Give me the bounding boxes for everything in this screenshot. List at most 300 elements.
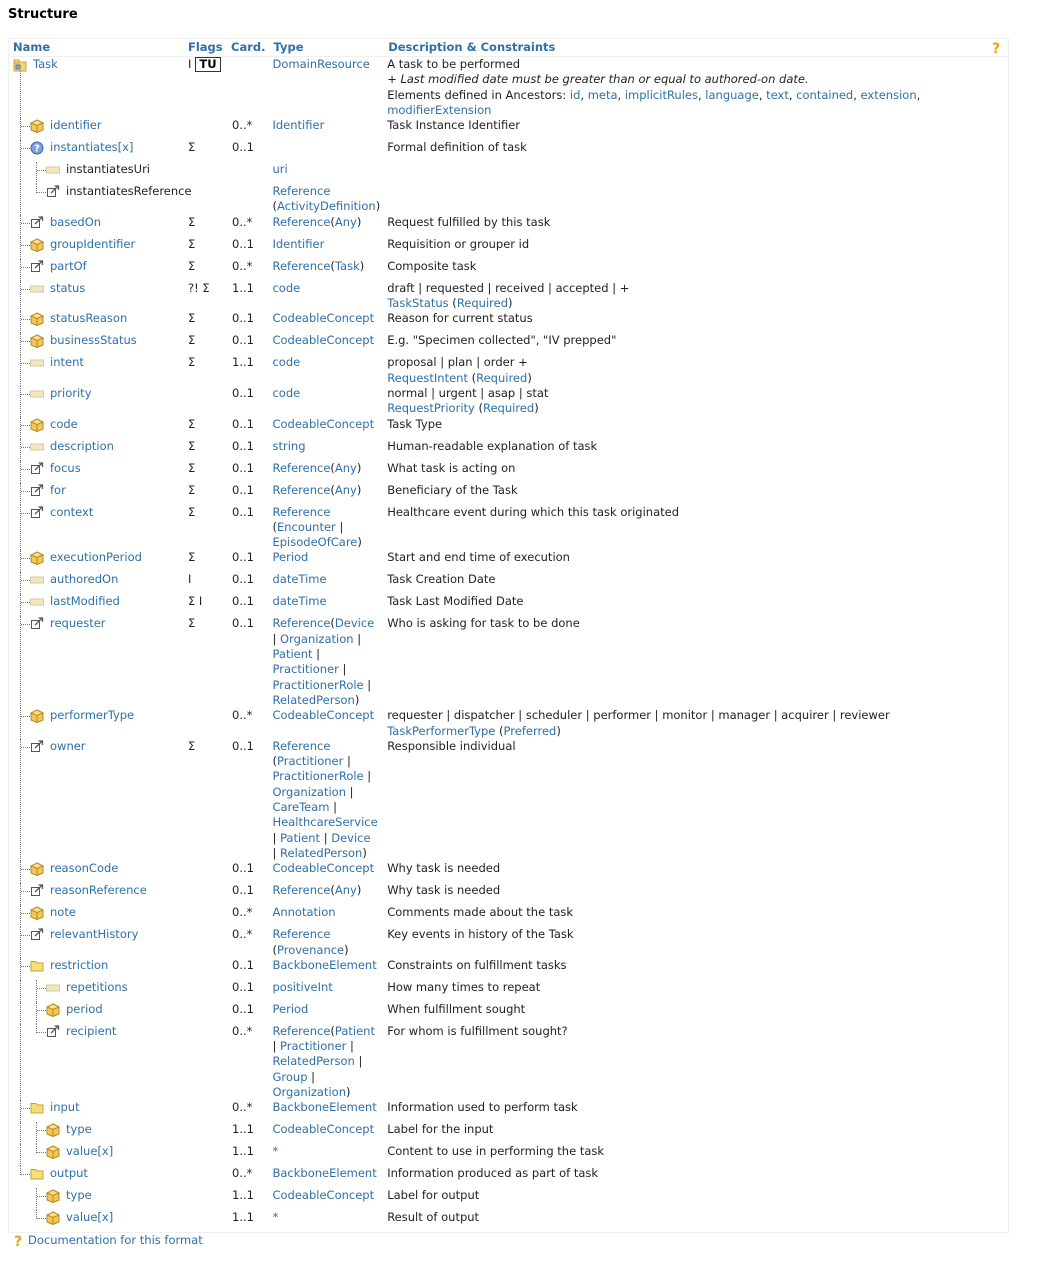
table-row [9,439,1009,461]
element-name[interactable]: output [50,1166,88,1181]
element-name-cell [9,355,185,386]
type-link[interactable]: Reference [272,1023,331,1038]
help-icon [12,1234,24,1248]
type-link[interactable]: ActivityDefinition [276,199,376,214]
type-link[interactable]: Patient [272,647,313,662]
table-row [9,483,1009,505]
ancestor-link-modifierextension[interactable]: modifierExtension [387,102,492,117]
type-text: ) [356,460,362,475]
type-link[interactable]: PractitionerRole [272,769,364,784]
type-link[interactable]: CareTeam [272,800,330,815]
ancestor-link-implicitrules[interactable]: implicitRules [624,87,698,102]
root-desc [384,57,1008,119]
type-link[interactable]: BackboneElement [272,1100,377,1115]
element-description [384,118,1008,140]
element-flags [184,883,227,905]
type-link[interactable]: * [272,1210,279,1225]
element-name[interactable]: intent [50,355,84,370]
element-cardinality [227,162,269,184]
type-link[interactable]: Organization [272,784,347,799]
element-cardinality: 0..* [232,1100,253,1115]
type-link[interactable]: Reference [272,214,331,229]
element-name[interactable]: repetitions [66,979,128,994]
type-link[interactable]: dateTime [272,594,327,609]
primitive-icon [46,981,60,995]
element-description [384,386,1008,417]
element-description [384,259,1008,281]
reference-icon [30,216,44,230]
type-link[interactable]: Practitioner [272,662,339,677]
element-name-cell [9,1210,185,1233]
description-text: Comments made about the task [387,905,574,920]
element-name[interactable]: context [50,504,94,519]
description-text: ( [495,723,504,738]
element-name[interactable]: restriction [50,957,109,972]
help-icon[interactable] [990,41,1002,55]
element-flags: Σ [188,258,196,273]
element-type [269,1188,384,1210]
primitive-icon [30,387,44,401]
element-name-cell [9,281,185,312]
type-link[interactable]: BackboneElement [272,1166,377,1181]
element-flags: Σ [188,140,196,155]
element-type [269,861,384,883]
element-name-cell [9,417,185,439]
type-link[interactable]: Reference [272,482,331,497]
description-text: How many times to repeat [387,979,541,994]
reference-icon [30,617,44,631]
separator-text: , [617,87,625,102]
element-cardinality: 0..1 [232,883,254,898]
element-flags: Σ [188,311,196,326]
element-type [269,739,384,861]
table-row [9,1188,1009,1210]
element-name[interactable]: identifier [50,118,102,133]
type-link[interactable]: Any [334,460,357,475]
element-description [384,1002,1008,1024]
element-type [269,616,384,708]
element-name[interactable]: requester [50,616,106,631]
table-row [9,140,1009,162]
type-text: | [363,769,372,784]
type-link[interactable]: Identifier [272,236,325,251]
element-name-cell [9,505,185,551]
element-flags: Σ [188,460,196,475]
description-text: Why task is needed [387,861,501,876]
type-link[interactable]: * [272,1144,279,1159]
reference-icon [30,928,44,942]
element-name[interactable]: value[x] [66,1144,114,1159]
element-name[interactable]: relevantHistory [50,927,139,942]
reference-icon [30,740,44,754]
description-text: When fulfillment sought [387,1001,526,1016]
element-flags [184,708,227,739]
type-link[interactable]: PractitionerRole [272,677,364,692]
element-name[interactable]: basedOn [50,214,102,229]
description-link[interactable]: Preferred [503,723,557,738]
element-name[interactable]: groupIdentifier [50,236,136,251]
datatype-icon [30,312,44,326]
datatype-icon [30,906,44,920]
type-text: | [346,784,354,799]
element-name-cell [9,616,185,708]
type-link[interactable]: Device [334,616,375,631]
description-text: What task is acting on [387,460,516,475]
element-flags: Σ [188,438,196,453]
reference-icon [30,260,44,274]
type-link[interactable]: Annotation [272,905,336,920]
type-link[interactable]: Any [334,214,357,229]
type-link[interactable]: Reference [272,616,331,631]
type-link[interactable]: HealthcareService [272,815,378,830]
element-name-cell [9,883,185,905]
description-text: Key events in history of the Task [387,927,574,942]
element-type [269,980,384,1002]
element-name-cell [9,140,185,162]
type-link[interactable]: Identifier [272,118,325,133]
type-text: | [338,662,347,677]
element-name-cell [9,333,185,355]
element-cardinality: 0..* [232,118,253,133]
type-link[interactable]: Provenance [276,942,345,957]
type-link[interactable]: Reference [272,927,331,942]
element-flags: I [188,572,192,587]
root-name-link[interactable]: Task [33,57,58,71]
element-flags [184,927,227,958]
type-link[interactable]: Group [272,1069,308,1084]
type-link[interactable]: Period [272,1001,309,1016]
element-flags: Σ [188,333,196,348]
element-description [384,140,1008,162]
table-row [9,1122,1009,1144]
element-name[interactable]: reasonCode [50,861,119,876]
element-name[interactable]: businessStatus [50,333,137,348]
type-link[interactable]: Patient [334,1023,375,1038]
column-header-name: Name [9,39,185,57]
element-description [384,311,1008,333]
element-name[interactable]: owner [50,738,86,753]
element-name[interactable]: input [50,1100,80,1115]
table-row [9,958,1009,980]
datatype-icon [30,238,44,252]
element-name-cell [9,162,185,184]
element-flags [184,861,227,883]
root-invariant-text: + Last modified date must be greater than or equal to authored-on date. [387,72,809,87]
type-link[interactable]: Practitioner [280,1039,347,1054]
type-link[interactable]: CodeableConcept [272,708,375,723]
element-cardinality: 0..1 [232,550,254,565]
element-icon [30,1167,44,1181]
element-name-cell [9,215,185,237]
type-text: | [272,1039,281,1054]
type-link[interactable]: CodeableConcept [272,333,375,348]
type-link[interactable]: positiveInt [272,979,333,994]
table-row [9,237,1009,259]
separator-text: , [697,87,706,102]
type-link[interactable]: Organization [280,631,354,646]
type-link[interactable]: Reference [272,258,331,273]
type-link[interactable]: Task [334,258,360,273]
table-row [9,594,1009,616]
element-name[interactable]: for [50,482,66,497]
element-flags [184,1122,227,1144]
type-link[interactable]: Reference [272,738,331,753]
element-cardinality: 0..1 [232,594,254,609]
primitive-icon [30,573,44,587]
ancestor-link-extension[interactable]: extension [860,87,917,102]
description-link[interactable]: TaskPerformerType [387,723,496,738]
element-flags: Σ I [188,594,203,609]
element-name[interactable]: type [66,1188,92,1203]
table-row [9,927,1009,958]
type-link[interactable]: BackboneElement [272,957,377,972]
element-flags [184,162,227,184]
element-cardinality: 1..1 [232,1144,254,1159]
element-type [269,550,384,572]
table-row [9,550,1009,572]
element-name[interactable]: authoredOn [50,572,119,587]
datatype-icon [46,1211,60,1225]
primitive-icon [30,595,44,609]
element-name[interactable]: description [50,438,114,453]
ancestor-link-contained[interactable]: contained [796,87,854,102]
ancestor-link-id[interactable]: id [569,87,581,102]
description-link[interactable]: Required [456,296,508,311]
element-type [269,140,384,162]
type-link[interactable]: code [272,385,301,400]
description-text: Information used to perform task [387,1100,578,1115]
datatype-icon [46,1003,60,1017]
type-link[interactable]: Organization [272,1084,347,1099]
table-row [9,1100,1009,1122]
root-type [269,57,384,119]
table-row [9,1166,1009,1188]
element-cardinality: 0..1 [232,236,254,251]
element-cardinality: 0..* [232,1023,253,1038]
description-text: Healthcare event during which this task originated [387,504,680,519]
element-name[interactable]: priority [50,385,92,400]
reference-icon [46,1025,60,1039]
type-text: | [320,830,332,845]
ancestor-link-language[interactable]: language [705,87,759,102]
element-description [384,505,1008,551]
element-flags: Σ [188,236,196,251]
description-link[interactable]: TaskStatus [387,296,449,311]
root-name-cell [9,57,185,119]
element-name[interactable]: performerType [50,708,135,723]
element-name[interactable]: recipient [66,1023,117,1038]
element-description [384,162,1008,184]
description-text: ) [534,401,539,416]
description-text: Request fulfilled by this task [387,214,551,229]
type-link[interactable]: Practitioner [276,754,344,769]
element-description [384,1100,1008,1122]
element-name-cell [9,1188,185,1210]
description-link[interactable]: RequestIntent [387,370,468,385]
table-row [9,386,1009,417]
element-name[interactable]: note [50,905,76,920]
element-name: instantiatesUri [66,162,150,177]
type-link[interactable]: Patient [280,830,321,845]
type-text: ) [357,535,362,550]
element-description [384,439,1008,461]
type-text: | [329,800,338,815]
type-link[interactable]: EpisodeOfCare [272,535,358,550]
description-text: ) [556,723,561,738]
element-name[interactable]: type [66,1122,92,1137]
type-link[interactable]: Encounter [276,519,336,534]
table-row [9,739,1009,861]
element-name-cell [9,1144,185,1166]
element-name[interactable]: statusReason [50,311,128,326]
datatype-icon [30,119,44,133]
element-cardinality: 1..1 [232,1188,254,1203]
element-name-cell [9,958,185,980]
table-row [9,572,1009,594]
table-row [9,259,1009,281]
type-link[interactable]: RelatedPerson [280,845,363,860]
type-link[interactable]: code [272,355,301,370]
type-link[interactable]: CodeableConcept [272,1188,375,1203]
description-text: E.g. "Specimen collected", "IV prepped" [387,333,617,348]
description-text: ) [508,296,513,311]
type-link[interactable]: Device [331,830,371,845]
element-name-cell [9,1024,185,1100]
separator-text: , [916,87,921,102]
description-text: Task Instance Identifier [387,118,521,133]
element-cardinality: 0..1 [232,385,254,400]
type-link[interactable]: CodeableConcept [272,416,375,431]
element-flags [184,1188,227,1210]
description-text: normal | urgent | asap | stat [387,385,549,400]
element-type [269,118,384,140]
element-type [269,958,384,980]
element-cardinality: 0..1 [232,1001,254,1016]
svg-text:?: ? [34,143,40,155]
element-name[interactable]: instantiates[x] [50,140,134,155]
type-link[interactable]: Any [334,883,357,898]
root-flags [184,57,227,119]
table-row [9,1002,1009,1024]
element-name[interactable]: executionPeriod [50,550,142,565]
structure-table [8,38,1009,1233]
column-header-desc [384,39,1008,57]
description-text: Task Type [387,416,443,431]
description-text: Responsible individual [387,738,516,753]
element-cardinality: 0..* [232,214,253,229]
description-text: Start and end time of execution [387,550,570,565]
ancestor-link-text[interactable]: text [766,87,789,102]
documentation-link[interactable]: Documentation for this format [28,1233,203,1247]
type-link[interactable]: CodeableConcept [272,1122,375,1137]
element-type [269,311,384,333]
element-name[interactable]: reasonReference [50,883,147,898]
separator-text: , [853,87,861,102]
type-text: | [272,830,281,845]
description-text: Label for output [387,1188,480,1203]
element-name[interactable]: partOf [50,258,87,273]
description-text: Task Creation Date [387,572,496,587]
type-link[interactable]: Any [334,482,357,497]
element-name[interactable]: focus [50,460,81,475]
reference-icon [30,884,44,898]
table-row [9,616,1009,708]
table-row [9,905,1009,927]
type-link[interactable]: uri [272,162,288,177]
element-cardinality [227,184,269,215]
type-link[interactable]: dateTime [272,572,327,587]
type-link[interactable]: Reference [272,504,331,519]
type-link[interactable]: Reference [272,184,331,199]
element-name-cell [9,861,185,883]
element-cardinality: 0..* [232,1166,253,1181]
description-link[interactable]: Required [476,370,528,385]
type-link[interactable]: Reference [272,460,331,475]
table-row [9,215,1009,237]
element-description [384,739,1008,861]
description-text: Reason for current status [387,311,533,326]
reference-icon [30,484,44,498]
type-text: ) [362,845,367,860]
type-link[interactable]: string [272,438,306,453]
element-type [269,439,384,461]
type-link[interactable]: CodeableConcept [272,861,375,876]
element-cardinality: 1..1 [232,355,254,370]
element-flags [184,1166,227,1188]
element-cardinality: 0..* [232,258,253,273]
element-name-cell [9,1002,185,1024]
element-type [269,594,384,616]
element-name-cell [9,927,185,958]
ancestor-link-meta[interactable]: meta [587,87,618,102]
element-name-cell [9,118,185,140]
description-link[interactable]: RequestPriority [387,401,475,416]
element-flags [184,386,227,417]
element-type [269,461,384,483]
element-type [269,1024,384,1100]
element-name[interactable]: code [50,416,78,431]
element-name[interactable]: value[x] [66,1210,114,1225]
element-name-cell [9,439,185,461]
svg-text:?: ? [13,1233,23,1248]
table-row [9,1024,1009,1100]
root-flag-invariant: I [188,57,192,71]
description-text: For whom is fulfillment sought? [387,1023,568,1038]
description-link[interactable]: Required [483,401,535,416]
type-link[interactable]: Reference [272,883,331,898]
element-type [269,483,384,505]
element-flags [184,1002,227,1024]
element-description [384,355,1008,386]
element-description [384,237,1008,259]
element-type [269,708,384,739]
root-type-link[interactable]: DomainResource [272,57,370,71]
element-description [384,708,1008,739]
element-flags: Σ [188,482,196,497]
type-text: ) [346,1084,351,1099]
type-link[interactable]: Period [272,550,309,565]
element-name[interactable]: status [50,280,86,295]
type-link[interactable]: RelatedPerson [272,1054,355,1069]
element-type [269,355,384,386]
element-name[interactable]: lastModified [50,594,120,609]
type-link[interactable]: CodeableConcept [272,311,375,326]
type-text: ) [344,942,349,957]
type-link[interactable]: code [272,280,301,295]
type-text: ( [330,482,335,497]
element-name[interactable]: period [66,1001,103,1016]
type-link[interactable]: RelatedPerson [272,692,355,707]
